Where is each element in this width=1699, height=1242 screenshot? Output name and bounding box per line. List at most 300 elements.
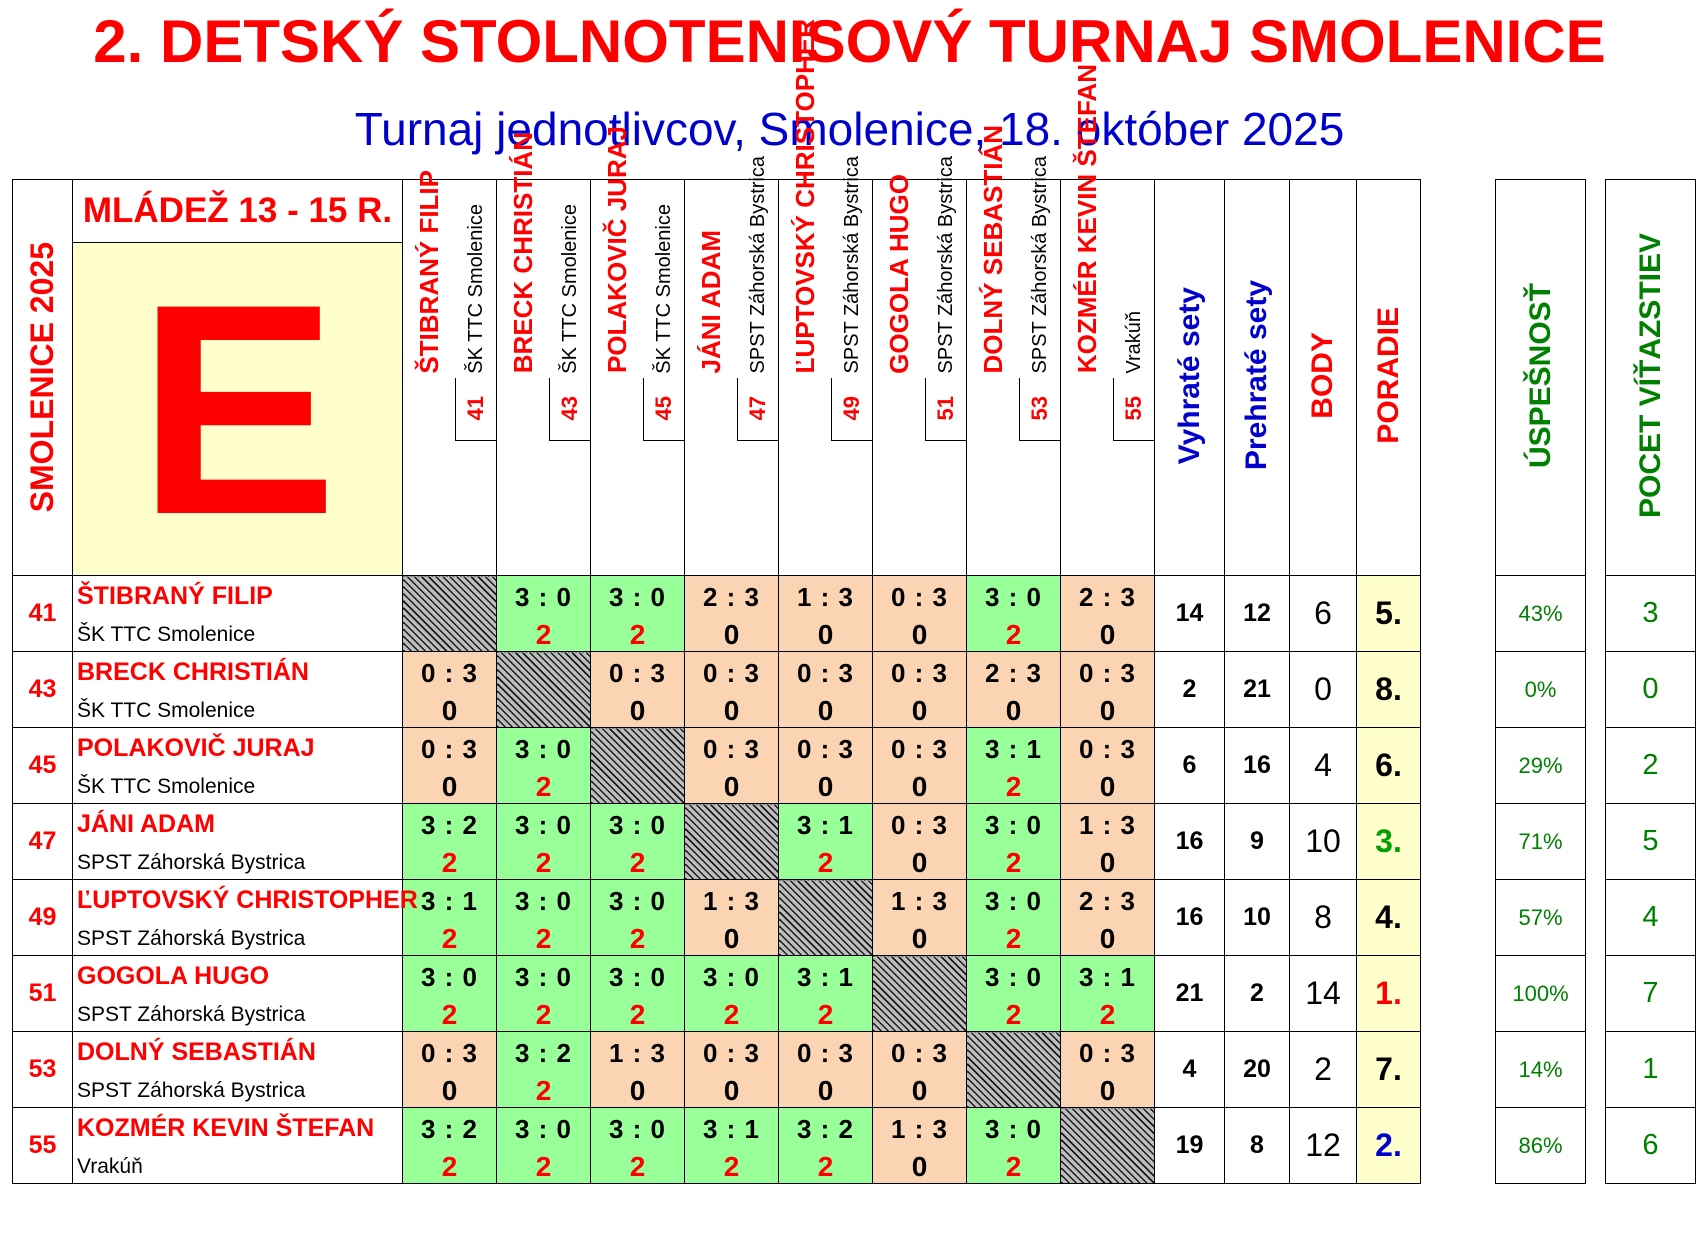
- column-player-name: KOZMÉR KEVIN ŠTEFAN: [1071, 64, 1102, 374]
- column-player-number: 45: [651, 396, 676, 421]
- match-result-cell: [967, 652, 1061, 728]
- match-result-cell: [873, 880, 967, 956]
- match-result-cell: [403, 652, 497, 728]
- match-points: 2: [629, 619, 646, 650]
- row-player-number: 51: [13, 956, 73, 1032]
- match-score: 0 : 3: [702, 1038, 761, 1068]
- match-points: 0: [1005, 695, 1022, 726]
- lost-sets-value: 9: [1225, 804, 1290, 880]
- match-result-cell: [685, 880, 779, 956]
- match-result-cell: [685, 1032, 779, 1108]
- match-points: 2: [1005, 1151, 1022, 1182]
- rank-value: 2.: [1357, 1108, 1421, 1184]
- rank-value: 7.: [1357, 1032, 1421, 1108]
- rank-value: 1.: [1357, 956, 1421, 1032]
- match-result-cell: [1061, 652, 1155, 728]
- self-match-cell: [497, 652, 591, 728]
- won-sets-value: 21: [1155, 956, 1225, 1032]
- success-value: 43%: [1496, 576, 1586, 652]
- column-number-box: [643, 378, 684, 441]
- rank-value: 3.: [1357, 804, 1421, 880]
- wins-count-value: 3: [1606, 576, 1696, 652]
- column-gap: [1421, 652, 1496, 728]
- row-player-club: SPST Záhorská Bystrica: [77, 927, 306, 950]
- row-player-name: ŠTIBRANÝ FILIP: [77, 582, 273, 610]
- match-result-cell: [1061, 1032, 1155, 1108]
- rank-value: 4.: [1357, 880, 1421, 956]
- column-gap: [1586, 804, 1606, 880]
- row-player-number: 49: [13, 880, 73, 956]
- match-points: 2: [629, 1151, 646, 1182]
- column-gap: [1421, 180, 1496, 576]
- match-points: 0: [1099, 847, 1116, 878]
- match-points: 2: [535, 1075, 552, 1106]
- match-score: 3 : 0: [608, 962, 667, 992]
- match-points: 0: [629, 1075, 646, 1106]
- won-sets-value: 16: [1155, 804, 1225, 880]
- match-points: 2: [1005, 847, 1022, 878]
- column-player-number: 53: [1027, 396, 1052, 421]
- match-score: 3 : 0: [984, 810, 1043, 840]
- won-sets-head: [1155, 180, 1225, 576]
- match-result-cell: [497, 880, 591, 956]
- match-score: 0 : 3: [702, 734, 761, 764]
- match-points: 2: [629, 847, 646, 878]
- match-points: 0: [1099, 695, 1116, 726]
- match-score: 0 : 3: [890, 1038, 949, 1068]
- points-value: 12: [1290, 1108, 1357, 1184]
- match-score: 3 : 1: [796, 810, 855, 840]
- match-score: 2 : 3: [1078, 582, 1137, 612]
- wins-count-value: 1: [1606, 1032, 1696, 1108]
- category-cell: [73, 180, 403, 243]
- column-head-53: [967, 125, 1061, 576]
- column-number-box: [1019, 378, 1060, 441]
- won-sets-label: Vyhraté sety: [1172, 286, 1206, 465]
- points-value: 8: [1290, 880, 1357, 956]
- match-score: 0 : 3: [1078, 1038, 1137, 1068]
- row-player-name: ĽUPTOVSKÝ CHRISTOPHER: [77, 886, 418, 914]
- match-result-cell: [403, 1032, 497, 1108]
- match-points: 0: [1099, 1075, 1116, 1106]
- lost-sets-value: 21: [1225, 652, 1290, 728]
- match-result-cell: [779, 1108, 873, 1184]
- match-result-cell: [403, 804, 497, 880]
- match-points: 0: [911, 771, 928, 802]
- column-head-47: [685, 156, 779, 576]
- match-score: 0 : 3: [1078, 734, 1137, 764]
- lost-sets-value: 20: [1225, 1032, 1290, 1108]
- success-value: 0%: [1496, 652, 1586, 728]
- match-score: 2 : 3: [984, 658, 1043, 688]
- column-gap: [1586, 1108, 1606, 1184]
- match-score: 3 : 0: [420, 962, 479, 992]
- row-player-number: 53: [13, 1032, 73, 1108]
- match-points: 0: [911, 619, 928, 650]
- header-row-top: [13, 180, 1696, 243]
- match-score: 1 : 3: [702, 886, 761, 916]
- match-result-cell: [873, 652, 967, 728]
- wins-count-value: 6: [1606, 1108, 1696, 1184]
- success-value: 14%: [1496, 1032, 1586, 1108]
- points-value: 2: [1290, 1032, 1357, 1108]
- row-player-club: SPST Záhorská Bystrica: [77, 1003, 306, 1026]
- match-result-cell: [591, 652, 685, 728]
- match-result-cell: [779, 652, 873, 728]
- match-points: 2: [723, 999, 740, 1030]
- match-points: 0: [817, 619, 834, 650]
- match-score: 3 : 0: [514, 810, 573, 840]
- points-head: [1290, 180, 1357, 576]
- side-label-cell: [13, 180, 73, 576]
- success-value: 29%: [1496, 728, 1586, 804]
- match-score: 0 : 3: [420, 1038, 479, 1068]
- side-label: SMOLENICE 2025: [24, 242, 60, 513]
- column-player-number: 41: [463, 396, 488, 421]
- column-number-box: [925, 378, 966, 441]
- match-points: 0: [441, 695, 458, 726]
- won-sets-value: 16: [1155, 880, 1225, 956]
- row-player-club: SPST Záhorská Bystrica: [77, 1079, 306, 1102]
- match-score: 3 : 1: [984, 734, 1043, 764]
- row-player-cell: [73, 652, 403, 728]
- column-number-box: [455, 378, 496, 441]
- match-points: 2: [441, 923, 458, 954]
- match-points: 2: [441, 847, 458, 878]
- match-score: 3 : 0: [514, 1114, 573, 1144]
- group-cell: [73, 243, 403, 576]
- rank-head: [1357, 180, 1421, 576]
- column-player-name: BRECK CHRISTIÁN: [507, 132, 538, 374]
- row-player-cell: [73, 880, 418, 956]
- match-score: 3 : 0: [984, 1114, 1043, 1144]
- row-player-number: 43: [13, 652, 73, 728]
- row-player-number: 45: [13, 728, 73, 804]
- table-row: [13, 652, 1696, 728]
- wins-count-value: 2: [1606, 728, 1696, 804]
- column-gap: [1586, 576, 1606, 652]
- success-head: [1496, 180, 1586, 576]
- row-player-club: Vrakúň: [77, 1155, 143, 1178]
- success-value: 57%: [1496, 880, 1586, 956]
- match-result-cell: [967, 1108, 1061, 1184]
- match-result-cell: [967, 956, 1061, 1032]
- column-gap: [1421, 1032, 1496, 1108]
- wins-head: [1606, 180, 1696, 576]
- match-points: 2: [535, 619, 552, 650]
- match-result-cell: [779, 956, 873, 1032]
- column-head-49: [779, 19, 873, 576]
- column-gap: [1586, 880, 1606, 956]
- match-points: 0: [911, 847, 928, 878]
- wins-count-value: 5: [1606, 804, 1696, 880]
- rank-value: 6.: [1357, 728, 1421, 804]
- column-gap: [1586, 1032, 1606, 1108]
- match-score: 1 : 3: [890, 1114, 949, 1144]
- match-result-cell: [873, 728, 967, 804]
- row-player-club: SPST Záhorská Bystrica: [77, 851, 306, 874]
- match-points: 2: [629, 923, 646, 954]
- match-result-cell: [403, 728, 497, 804]
- match-result-cell: [873, 1032, 967, 1108]
- match-result-cell: [779, 1032, 873, 1108]
- match-score: 0 : 3: [890, 734, 949, 764]
- match-score: 3 : 2: [420, 810, 479, 840]
- match-score: 0 : 3: [1078, 658, 1137, 688]
- match-points: 2: [535, 923, 552, 954]
- match-result-cell: [1061, 576, 1155, 652]
- match-score: 3 : 0: [984, 582, 1043, 612]
- match-points: 0: [723, 695, 740, 726]
- lost-sets-value: 12: [1225, 576, 1290, 652]
- won-sets-value: 14: [1155, 576, 1225, 652]
- column-gap: [1586, 728, 1606, 804]
- match-score: 3 : 0: [608, 582, 667, 612]
- won-sets-value: 4: [1155, 1032, 1225, 1108]
- match-points: 2: [723, 1151, 740, 1182]
- match-result-cell: [685, 1108, 779, 1184]
- rank-value: 8.: [1357, 652, 1421, 728]
- match-points: 2: [535, 1151, 552, 1182]
- row-player-club: ŠK TTC Smolenice: [77, 699, 256, 722]
- column-gap: [1421, 1108, 1496, 1184]
- column-number-box: [549, 378, 590, 441]
- column-player-club: Vrakúň: [1122, 310, 1145, 374]
- match-result-cell: [967, 804, 1061, 880]
- match-result-cell: [779, 728, 873, 804]
- tournament-subtitle: Turnaj jednotlivcov, Smolenice, 18. október 2025: [354, 103, 1345, 155]
- match-score: 3 : 0: [702, 962, 761, 992]
- column-player-name: JÁNI ADAM: [695, 230, 726, 374]
- match-result-cell: [685, 576, 779, 652]
- table-row: [13, 728, 1696, 804]
- match-points: 0: [1099, 771, 1116, 802]
- match-score: 3 : 2: [514, 1038, 573, 1068]
- column-head-55: [1061, 64, 1155, 576]
- match-score: 3 : 0: [514, 962, 573, 992]
- points-label: BODY: [1306, 332, 1339, 419]
- row-player-name: KOZMÉR KEVIN ŠTEFAN: [77, 1114, 375, 1142]
- column-number-box: [831, 378, 872, 441]
- match-score: 0 : 3: [796, 658, 855, 688]
- match-score: 1 : 3: [608, 1038, 667, 1068]
- group-letter: E: [73, 243, 402, 575]
- match-score: 0 : 3: [420, 734, 479, 764]
- match-result-cell: [1061, 804, 1155, 880]
- match-score: 0 : 3: [890, 810, 949, 840]
- column-player-number: 49: [839, 396, 864, 421]
- row-player-cell: [73, 576, 403, 652]
- match-result-cell: [967, 880, 1061, 956]
- match-points: 0: [817, 771, 834, 802]
- match-score: 3 : 0: [608, 810, 667, 840]
- self-match-cell: [685, 804, 779, 880]
- column-player-club: ŠK TTC Smolenice: [652, 203, 675, 374]
- row-player-cell: [73, 1108, 403, 1184]
- match-points: 2: [441, 999, 458, 1030]
- column-gap: [1421, 956, 1496, 1032]
- match-score: 3 : 2: [796, 1114, 855, 1144]
- match-points: 2: [1005, 999, 1022, 1030]
- match-result-cell: [685, 652, 779, 728]
- match-score: 0 : 3: [890, 658, 949, 688]
- match-points: 0: [723, 923, 740, 954]
- won-sets-value: 6: [1155, 728, 1225, 804]
- match-result-cell: [967, 576, 1061, 652]
- column-gap: [1586, 652, 1606, 728]
- match-points: 0: [817, 695, 834, 726]
- match-points: 0: [441, 1075, 458, 1106]
- points-value: 6: [1290, 576, 1357, 652]
- lost-sets-head: [1225, 180, 1290, 576]
- rank-value: 5.: [1357, 576, 1421, 652]
- self-match-cell: [591, 728, 685, 804]
- column-player-name: GOGOLA HUGO: [883, 173, 914, 374]
- lost-sets-value: 8: [1225, 1108, 1290, 1184]
- column-player-name: POLAKOVIČ JURAJ: [601, 126, 632, 374]
- column-player-number: 51: [933, 396, 958, 421]
- match-points: 0: [723, 1075, 740, 1106]
- match-score: 3 : 1: [796, 962, 855, 992]
- match-result-cell: [497, 1032, 591, 1108]
- match-points: 2: [535, 771, 552, 802]
- self-match-cell: [403, 576, 497, 652]
- column-player-club: SPST Záhorská Bystrica: [1028, 156, 1051, 374]
- table-row: [13, 804, 1696, 880]
- column-gap: [1586, 180, 1606, 576]
- column-player-club: SPST Záhorská Bystrica: [746, 156, 769, 374]
- column-head-51: [873, 156, 967, 576]
- match-result-cell: [497, 956, 591, 1032]
- match-result-cell: [591, 1108, 685, 1184]
- row-player-cell: [73, 956, 403, 1032]
- match-result-cell: [403, 956, 497, 1032]
- success-value: 100%: [1496, 956, 1586, 1032]
- match-score: 3 : 0: [984, 962, 1043, 992]
- points-value: 4: [1290, 728, 1357, 804]
- match-score: 0 : 3: [890, 582, 949, 612]
- match-result-cell: [873, 1108, 967, 1184]
- match-score: 3 : 1: [702, 1114, 761, 1144]
- match-result-cell: [403, 1108, 497, 1184]
- match-score: 3 : 1: [420, 886, 479, 916]
- row-player-cell: [73, 1032, 403, 1108]
- row-player-club: ŠK TTC Smolenice: [77, 623, 256, 646]
- tournament-title: 2. DETSKÝ STOLNOTENISOVÝ TURNAJ SMOLENICE: [93, 8, 1606, 75]
- success-label: ÚSPEŠNOSŤ: [1523, 282, 1557, 469]
- row-player-club: ŠK TTC Smolenice: [77, 775, 256, 798]
- column-player-name: DOLNÝ SEBASTIÁN: [977, 125, 1008, 374]
- points-value: 0: [1290, 652, 1357, 728]
- match-score: 1 : 3: [796, 582, 855, 612]
- match-result-cell: [873, 804, 967, 880]
- wins-count-label: POCET VÍŤAZSTIEV: [1633, 232, 1667, 519]
- row-player-cell: [73, 728, 403, 804]
- column-head-43: [497, 132, 591, 576]
- match-result-cell: [591, 576, 685, 652]
- match-score: 3 : 0: [514, 886, 573, 916]
- column-number-box: [1113, 378, 1154, 441]
- match-result-cell: [685, 728, 779, 804]
- column-gap: [1421, 576, 1496, 652]
- match-points: 2: [629, 999, 646, 1030]
- column-gap: [1421, 804, 1496, 880]
- match-result-cell: [591, 956, 685, 1032]
- match-score: 3 : 0: [514, 582, 573, 612]
- column-player-club: ŠK TTC Smolenice: [558, 203, 581, 374]
- match-score: 2 : 3: [1078, 886, 1137, 916]
- success-value: 71%: [1496, 804, 1586, 880]
- match-result-cell: [779, 804, 873, 880]
- match-points: 2: [1005, 619, 1022, 650]
- match-score: 3 : 0: [608, 1114, 667, 1144]
- match-score: 0 : 3: [796, 734, 855, 764]
- row-player-cell: [73, 804, 403, 880]
- column-gap: [1421, 728, 1496, 804]
- lost-sets-value: 2: [1225, 956, 1290, 1032]
- match-points: 2: [817, 1151, 834, 1182]
- lost-sets-value: 16: [1225, 728, 1290, 804]
- self-match-cell: [873, 956, 967, 1032]
- match-points: 2: [1005, 771, 1022, 802]
- match-score: 3 : 0: [984, 886, 1043, 916]
- won-sets-value: 2: [1155, 652, 1225, 728]
- category-label: MLÁDEŽ 13 - 15 R.: [82, 191, 393, 230]
- match-score: 3 : 1: [1078, 962, 1137, 992]
- won-sets-value: 19: [1155, 1108, 1225, 1184]
- match-points: 0: [723, 619, 740, 650]
- column-player-club: SPST Záhorská Bystrica: [840, 156, 863, 374]
- wins-count-value: 0: [1606, 652, 1696, 728]
- match-points: 2: [535, 999, 552, 1030]
- column-player-club: SPST Záhorská Bystrica: [934, 156, 957, 374]
- row-player-name: DOLNÝ SEBASTIÁN: [77, 1038, 316, 1066]
- column-player-number: 43: [557, 396, 582, 421]
- match-score: 0 : 3: [796, 1038, 855, 1068]
- table-row: [13, 956, 1696, 1032]
- column-number-box: [737, 378, 778, 441]
- match-points: 0: [629, 695, 646, 726]
- rank-label: PORADIE: [1371, 307, 1405, 444]
- match-points: 0: [1099, 923, 1116, 954]
- wins-count-value: 7: [1606, 956, 1696, 1032]
- match-score: 3 : 2: [420, 1114, 479, 1144]
- match-points: 2: [817, 847, 834, 878]
- points-value: 10: [1290, 804, 1357, 880]
- match-points: 0: [911, 923, 928, 954]
- match-score: 0 : 3: [420, 658, 479, 688]
- match-result-cell: [779, 576, 873, 652]
- match-points: 0: [911, 695, 928, 726]
- match-score: 3 : 0: [608, 886, 667, 916]
- match-result-cell: [685, 956, 779, 1032]
- table-row: [13, 576, 1696, 652]
- match-points: 0: [1099, 619, 1116, 650]
- column-gap: [1586, 956, 1606, 1032]
- column-head-41: [403, 169, 497, 576]
- lost-sets-label: Prehraté sety: [1240, 280, 1273, 471]
- match-result-cell: [1061, 880, 1155, 956]
- self-match-cell: [967, 1032, 1061, 1108]
- match-points: 2: [441, 1151, 458, 1182]
- match-points: 0: [441, 771, 458, 802]
- match-result-cell: [591, 804, 685, 880]
- match-result-cell: [873, 576, 967, 652]
- match-points: 2: [1099, 999, 1116, 1030]
- match-result-cell: [497, 728, 591, 804]
- match-result-cell: [497, 1108, 591, 1184]
- match-points: 2: [817, 999, 834, 1030]
